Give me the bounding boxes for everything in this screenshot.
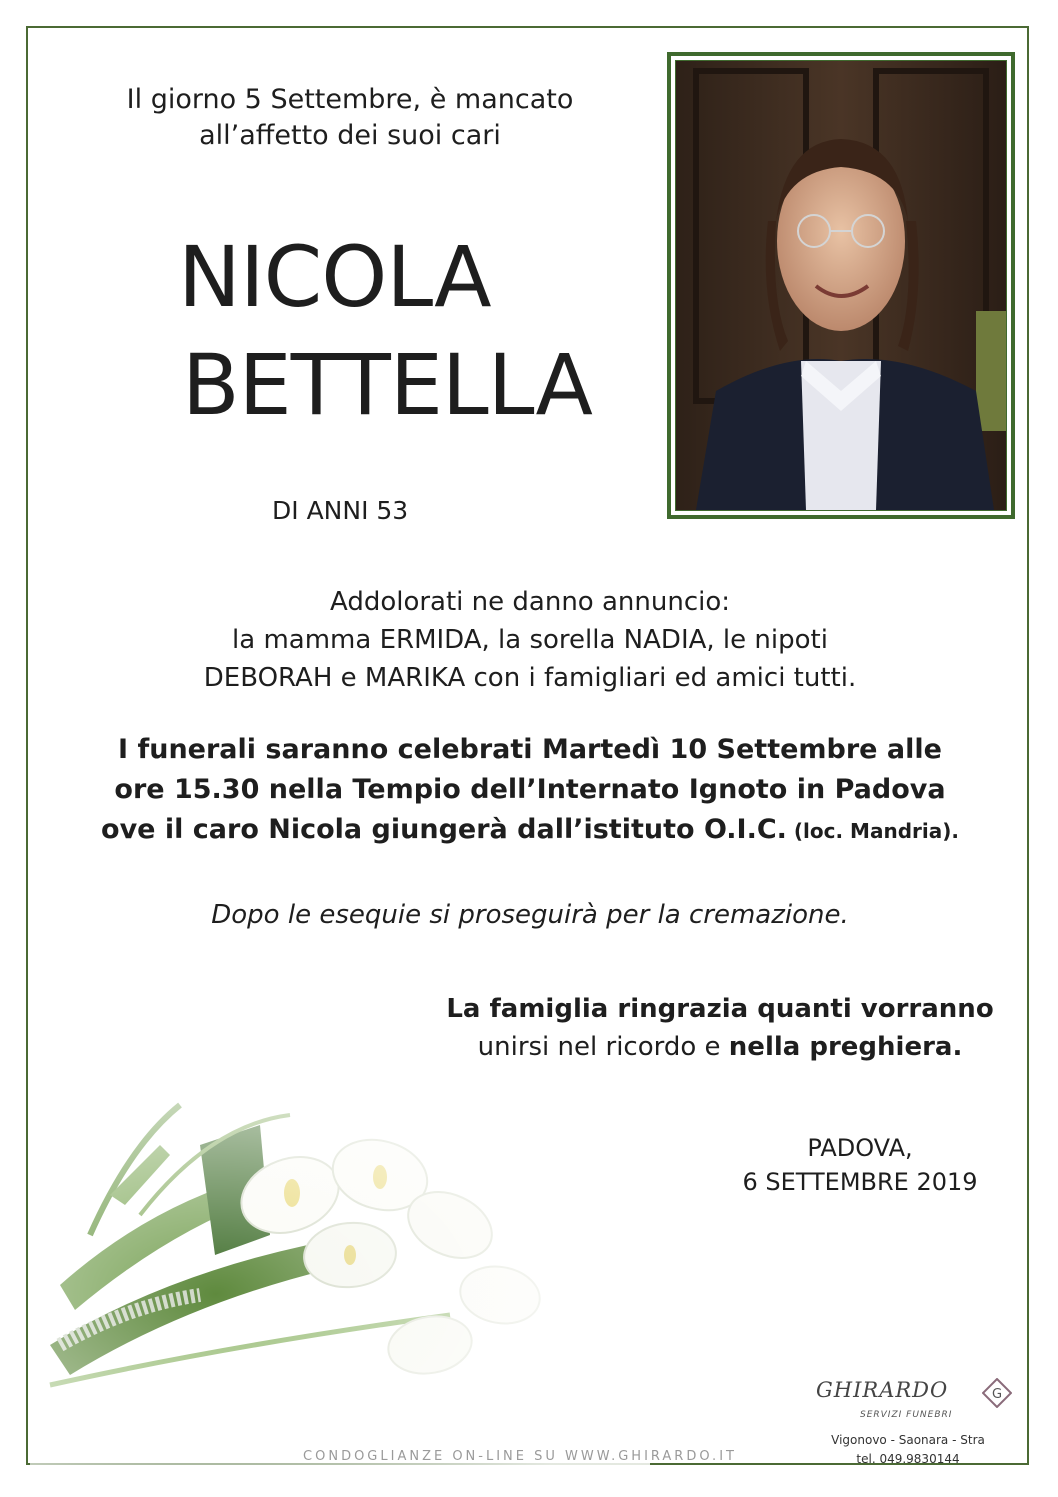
company-phone: tel. 049.9830144 — [856, 1452, 960, 1466]
online-condolences: CONDOGLIANZE ON-LINE SU WWW.GHIRARDO.IT — [303, 1449, 737, 1464]
last-name: BETTELLA — [182, 336, 592, 434]
cremation-note: Dopo le esequie si proseguirà per la cremazione. — [211, 900, 849, 930]
logo-mark-letter: G — [991, 1387, 1003, 1402]
funeral-line-1: I funerali saranno celebrati Martedì 10 Settembre alle — [118, 734, 942, 765]
diamond-logo-icon — [982, 1378, 1012, 1408]
funeral-line-2: ore 15.30 nella Tempio dell’Internato Ignoto in Padova — [114, 774, 946, 805]
thanks-line-2a: unirsi nel ricordo e — [477, 1032, 729, 1062]
company-tagline: SERVIZI FUNEBRI — [860, 1410, 953, 1420]
thanks-line-2b: nella preghiera. — [728, 1032, 963, 1062]
company-logo — [812, 1374, 1022, 1434]
intro-line-1: Il giorno 5 Settembre, è mancato — [126, 84, 574, 115]
place-date — [720, 1131, 1000, 1199]
announcement — [140, 583, 920, 697]
company-name: GHIRARDO — [816, 1378, 949, 1402]
intro-text — [60, 82, 640, 154]
announcement-line-1: Addolorati ne danno annuncio: — [329, 587, 731, 617]
age: DI ANNI 53 — [272, 496, 409, 525]
intro-line-2: all’affetto dei suoi cari — [199, 120, 501, 151]
thanks-line-2 — [440, 1028, 1000, 1066]
company-locations: Vigonovo - Saonara - Stra — [831, 1433, 985, 1447]
funeral-details — [40, 730, 1020, 851]
funeral-line-3 — [40, 810, 1020, 851]
thanks-line-1: La famiglia ringrazia quanti vorranno — [446, 994, 994, 1024]
announcement-line-3: DEBORAH e MARIKA con i famigliari ed amici tutti. — [203, 663, 857, 693]
funeral-location-note: (loc. Mandria). — [786, 819, 959, 843]
calla-lily-illustration — [30, 1085, 650, 1465]
portrait-photo — [675, 60, 1007, 511]
portrait-frame — [667, 52, 1015, 519]
place-city: PADOVA, — [807, 1134, 913, 1162]
announcement-line-2: la mamma ERMIDA, la sorella NADIA, le nipoti — [232, 625, 828, 655]
place-date-value: 6 SETTEMBRE 2019 — [742, 1168, 978, 1196]
company-contact — [808, 1431, 1008, 1469]
first-name: NICOLA — [178, 228, 491, 326]
funeral-line-3-main: ove il caro Nicola giungerà dall’istituto O.I.C. — [101, 814, 787, 845]
thanks — [440, 990, 1000, 1066]
